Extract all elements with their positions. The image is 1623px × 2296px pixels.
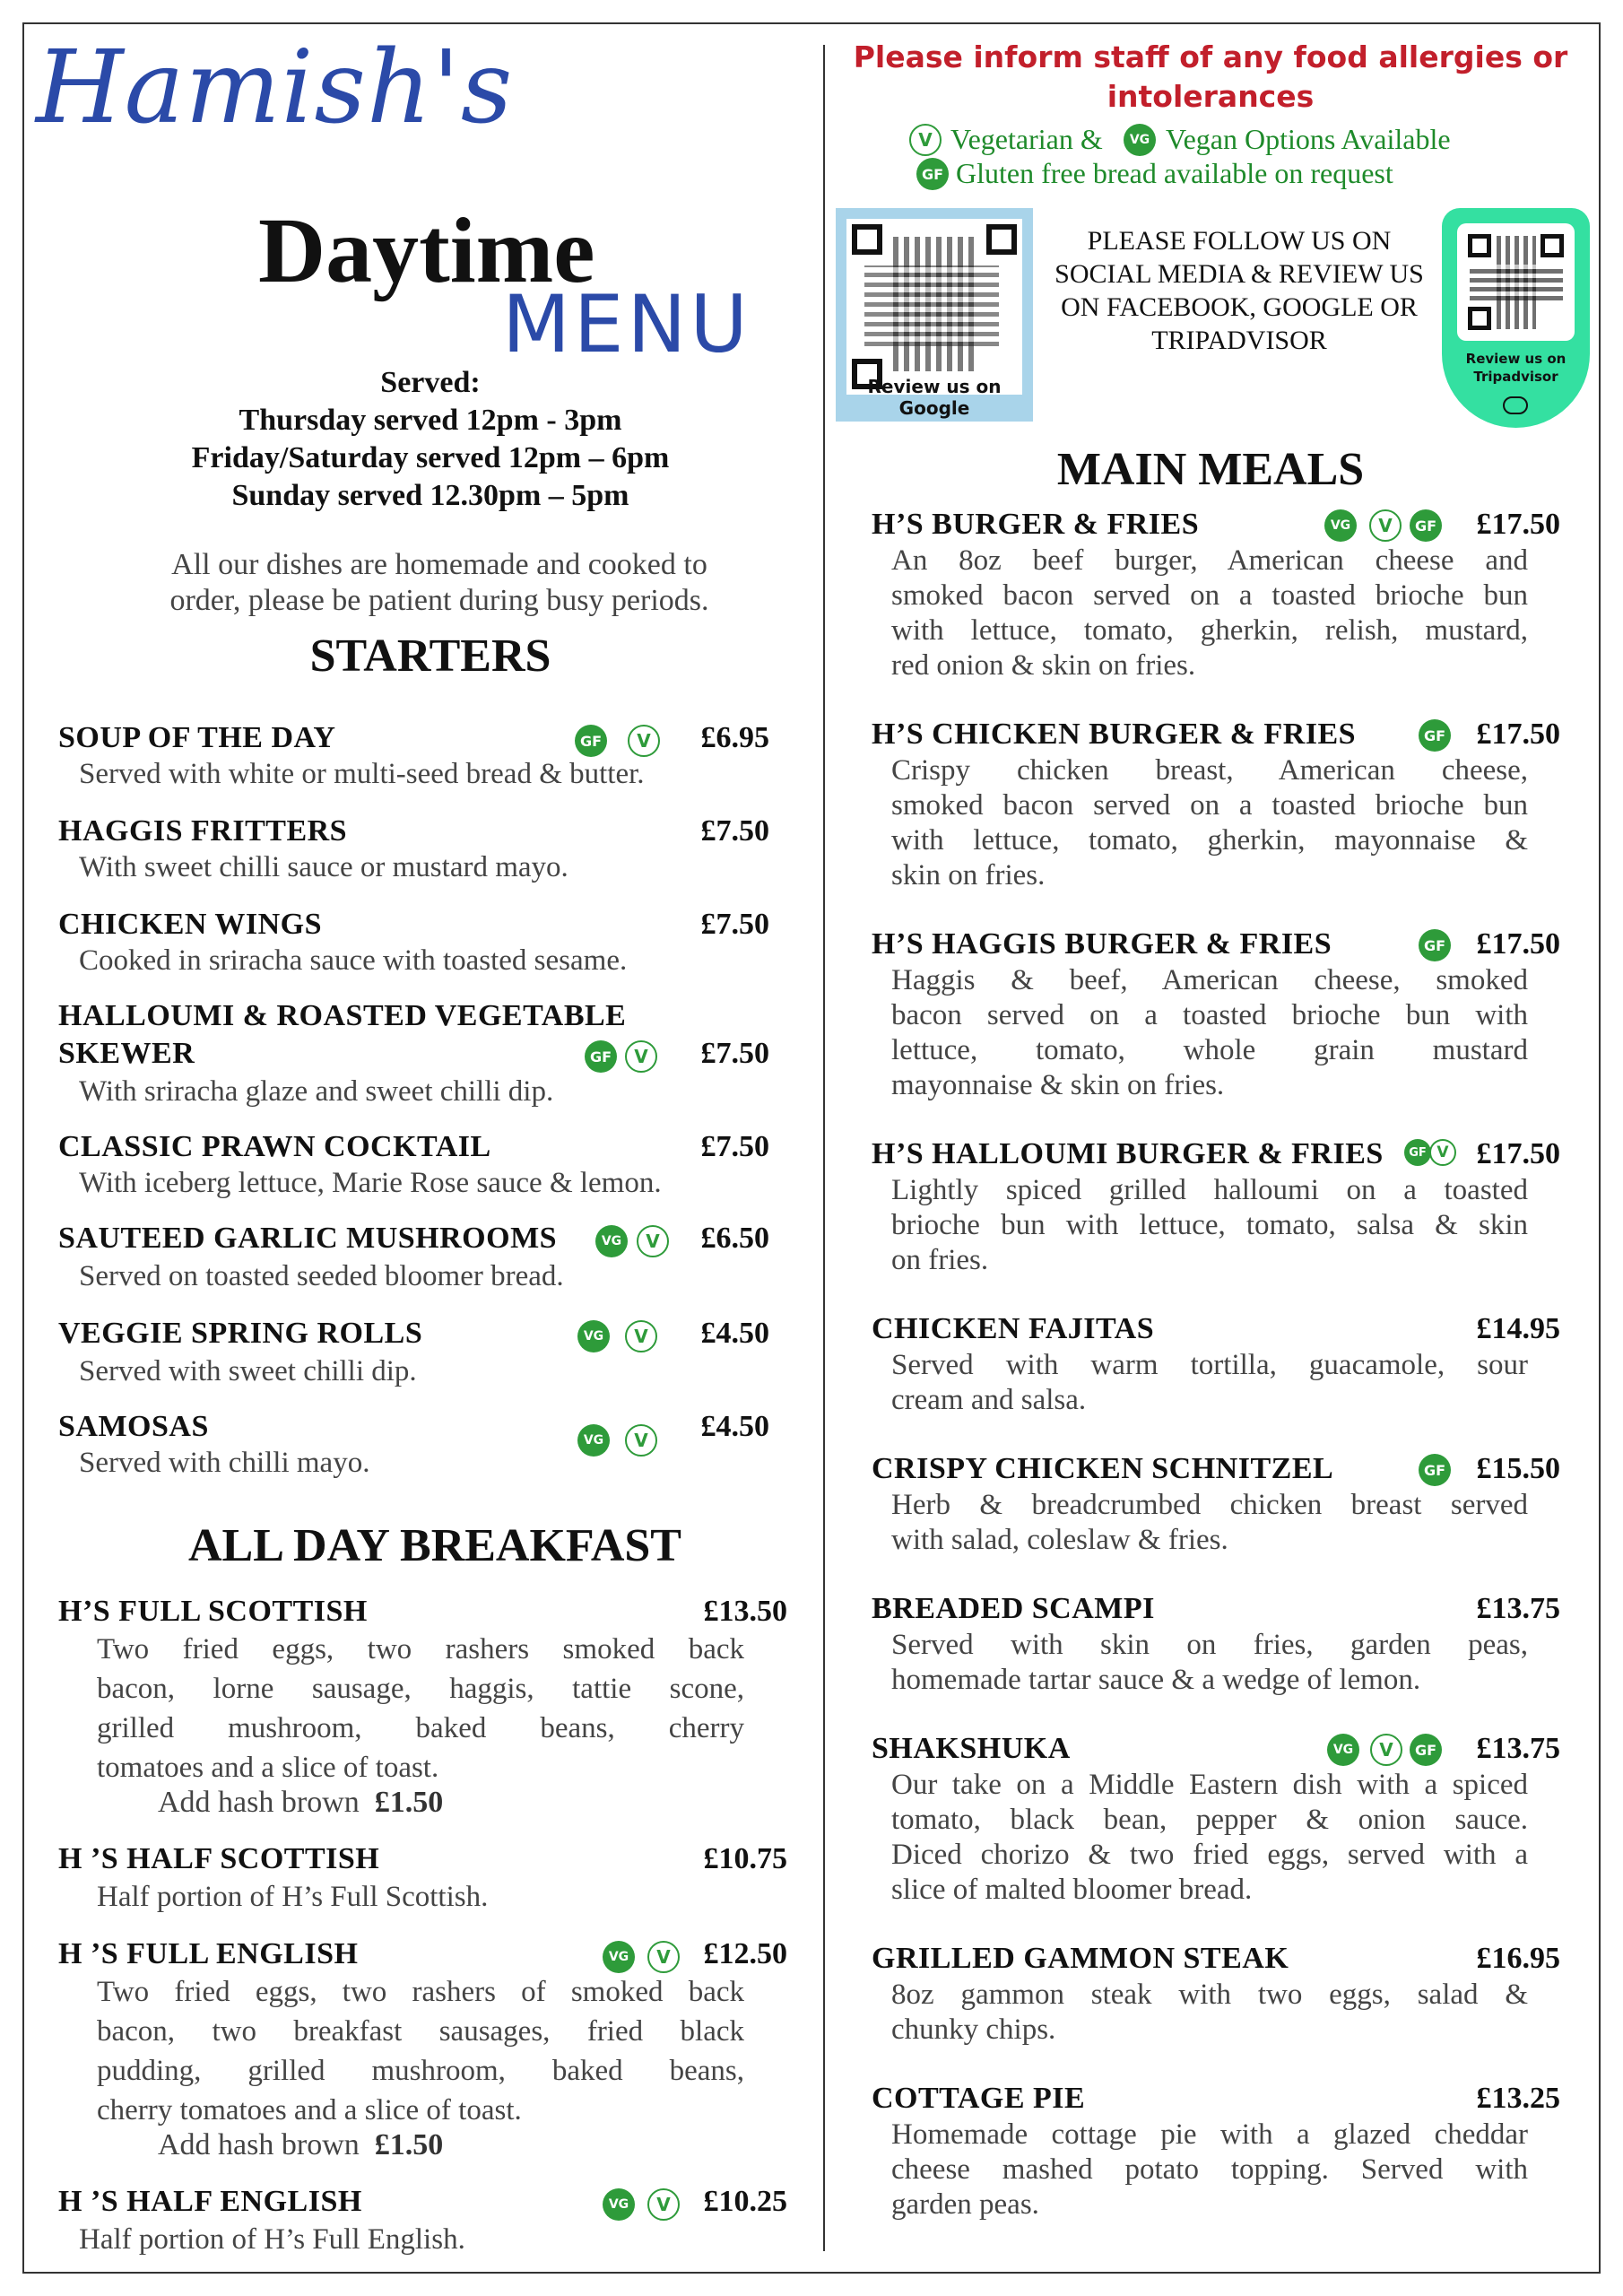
vegan-icon: VG (1327, 1734, 1359, 1766)
menu-item-name: SAMOSAS (58, 1410, 209, 1443)
menu-item-description: Herb & breadcrumbed chicken breast served with salad, coleslaw & fries. (891, 1489, 1528, 1556)
menu-item-description: Crispy chicken breast, American cheese, smoked bacon served on a toasted brioche bun with lettuce, tomato, gherkin, mayonnaise & skin on fries. (891, 754, 1528, 891)
menu-item-name: H’S HAGGIS BURGER & FRIES (872, 927, 1332, 961)
menu-item-description: With sweet chilli sauce or mustard mayo. (79, 851, 568, 883)
kitchen-note: order, please be patient during busy periods. (169, 584, 709, 617)
menu-item-price: £7.50 (700, 1037, 769, 1070)
menu-item-description: With iceberg lettuce, Marie Rose sauce & lemon. (79, 1167, 662, 1199)
menu-item-description: Two fried eggs, two rashers of smoked back bacon, two breakfast sausages, fried black pudding, grilled mushroom, baked beans, cherry tomatoes and a slice of toast. (97, 1976, 744, 2126)
menu-item-name: SAUTEED GARLIC MUSHROOMS (58, 1222, 558, 1255)
menu-item-price: £15.50 (1476, 1452, 1560, 1485)
tripadvisor-owl-icon (1503, 396, 1528, 414)
menu-item-description: Served with skin on fries, garden peas, homemade tartar sauce & a wedge of lemon. (891, 1629, 1528, 1696)
menu-item-name: GRILLED GAMMON STEAK (872, 1942, 1289, 1975)
menu-item-price: £14.95 (1476, 1312, 1560, 1345)
vegetarian-icon: V (1429, 1139, 1456, 1166)
menu-item-name: H’S BURGER & FRIES (872, 508, 1200, 541)
legend-vegetarian: Vegetarian & (950, 123, 1103, 155)
menu-item-name: COTTAGE PIE (872, 2082, 1086, 2115)
menu-item-description: Served with chilli mayo. (79, 1447, 370, 1479)
gluten-free-icon: GF (1419, 1454, 1451, 1486)
menu-item-name: BREADED SCAMPI (872, 1592, 1155, 1625)
vegan-icon: VG (603, 2188, 635, 2221)
menu-subtitle: MENU (502, 278, 751, 370)
gluten-free-icon: GF (1410, 509, 1442, 542)
menu-item-description: Homemade cottage pie with a glazed cheddar cheese mashed potato topping. Served with garden peas. (891, 2118, 1528, 2221)
allergy-notice: intolerances (1107, 79, 1315, 114)
vegetarian-icon: V (1370, 1734, 1402, 1766)
allergy-notice: Please inform staff of any food allergies or (853, 39, 1568, 74)
qr-code-icon (846, 219, 1022, 395)
kitchen-note: All our dishes are homemade and cooked to (171, 548, 707, 581)
gluten-free-icon: GF (1419, 929, 1451, 961)
section-title-breakfast: ALL DAY BREAKFAST (188, 1520, 681, 1571)
vegetarian-icon: V (628, 725, 660, 757)
vegetarian-icon: V (647, 1941, 680, 1973)
menu-item-name: H’S HALLOUMI BURGER & FRIES (872, 1137, 1384, 1170)
gluten-free-icon: GF (916, 158, 949, 190)
legend-gluten-free: Gluten free bread available on request (956, 157, 1393, 189)
menu-item-price: £13.50 (703, 1595, 787, 1628)
menu-item-price: £17.50 (1476, 1137, 1560, 1170)
vegetarian-icon: V (625, 1320, 657, 1352)
menu-item-price: £7.50 (700, 1130, 769, 1163)
menu-item-description: Served with white or multi-seed bread & butter. (79, 758, 645, 790)
menu-item-name: SHAKSHUKA (872, 1732, 1071, 1765)
menu-item-name: VEGGIE SPRING ROLLS (58, 1317, 423, 1350)
menu-item-name: CRISPY CHICKEN SCHNITZEL (872, 1452, 1334, 1485)
vegan-icon: VG (595, 1225, 628, 1257)
tripadvisor-caption: Review us on Tripadvisor (1465, 351, 1567, 385)
menu-item-description: Served on toasted seeded bloomer bread. (79, 1260, 564, 1292)
tripadvisor-review-qr[interactable] (1442, 208, 1590, 428)
menu-item-description: Our take on a Middle Eastern dish with a spiced tomato, black bean, pepper & onion sauce. Diced chorizo & two fried eggs, served with a slice of malted bloomer bread. (891, 1769, 1528, 1906)
menu-item-description: Lightly spiced grilled halloumi on a toasted brioche bun with lettuce, tomato, salsa & skin on fries. (891, 1174, 1528, 1276)
menu-item-price: £10.25 (703, 2185, 787, 2218)
menu-item-name: HAGGIS FRITTERS (58, 814, 348, 848)
add-on-line: Add hash brown £1.50 (158, 2128, 444, 2161)
menu-item-price: £17.50 (1476, 927, 1560, 961)
vegetarian-icon: V (1369, 509, 1402, 542)
vegetarian-icon: V (637, 1225, 669, 1257)
menu-item-name: H ’S HALF SCOTTISH (58, 1842, 380, 1875)
menu-item-name-line2: SKEWER (58, 1037, 195, 1070)
legend-vegan: Vegan Options Available (1166, 123, 1451, 155)
menu-item-price: £13.75 (1476, 1732, 1560, 1765)
menu-item-name: H’S CHICKEN BURGER & FRIES (872, 718, 1357, 751)
section-title-starters: STARTERS (309, 631, 551, 682)
hours-line: Thursday served 12pm - 3pm (239, 404, 622, 437)
menu-item-description: Served with warm tortilla, guacamole, sour cream and salsa. (891, 1349, 1528, 1416)
hours-line: Friday/Saturday served 12pm – 6pm (191, 441, 670, 474)
menu-item-price: £4.50 (700, 1317, 769, 1350)
menu-item-price: £17.50 (1476, 508, 1560, 541)
menu-item-price: £16.95 (1476, 1942, 1560, 1975)
menu-item-name: CLASSIC PRAWN COCKTAIL (58, 1130, 491, 1163)
menu-item-price: £7.50 (700, 814, 769, 848)
vegan-icon: VG (577, 1320, 610, 1352)
gluten-free-icon: GF (575, 725, 607, 757)
menu-item-price: £13.25 (1476, 2082, 1560, 2115)
menu-item-description: Haggis & beef, American cheese, smoked bacon served on a toasted brioche bun with lettuce, tomato, whole grain mustard mayonnaise & skin on fries. (891, 964, 1528, 1101)
menu-item-price: £10.75 (703, 1842, 787, 1875)
menu-item-price: £6.95 (700, 721, 769, 754)
menu-item-price: £17.50 (1476, 718, 1560, 751)
gluten-free-icon: GF (1410, 1734, 1442, 1766)
vegetarian-icon: V (909, 124, 942, 156)
menu-item-price: £7.50 (700, 908, 769, 941)
menu-item-price: £12.50 (703, 1937, 787, 1970)
menu-item-description: Half portion of H’s Full Scottish. (97, 1881, 489, 1913)
menu-item-price: £6.50 (700, 1222, 769, 1255)
menu-item-name: H’S FULL SCOTTISH (58, 1595, 368, 1628)
gluten-free-icon: GF (585, 1040, 617, 1073)
menu-item-description: Two fried eggs, two rashers smoked back bacon, lorne sausage, haggis, tattie scone, grilled mushroom, baked beans, cherry tomatoes and a slice of toast. (97, 1633, 744, 1784)
brand-logo: Hamish's (36, 30, 514, 146)
add-on-line: Add hash brown £1.50 (158, 1786, 444, 1819)
vegetarian-icon: V (647, 2188, 680, 2221)
page-title: Daytime (258, 199, 595, 302)
menu-item-description: 8oz gammon steak with two eggs, salad & chunky chips. (891, 1979, 1528, 2046)
menu-item-description: With sriracha glaze and sweet chilli dip. (79, 1075, 554, 1108)
qr-caption: Review us on Google (867, 376, 1002, 419)
menu-item-price: £13.75 (1476, 1592, 1560, 1625)
hours-line: Sunday served 12.30pm – 5pm (231, 479, 629, 512)
column-divider (823, 45, 825, 2251)
menu-item-name: H ’S FULL ENGLISH (58, 1937, 359, 1970)
menu-item-description: Served with sweet chilli dip. (79, 1355, 417, 1387)
vegetarian-icon: V (625, 1424, 657, 1457)
gluten-free-icon: GF (1419, 719, 1451, 752)
vegan-icon: VG (577, 1424, 610, 1457)
section-title-mains: MAIN MEALS (1056, 444, 1365, 495)
vegan-icon: VG (1124, 124, 1156, 156)
gluten-free-icon: GF (1404, 1139, 1431, 1166)
follow-us-text: PLEASE FOLLOW US ON SOCIAL MEDIA & REVIEW US ON FACEBOOK, GOOGLE OR TRIPADVISOR (1055, 226, 1424, 355)
menu-item-description: Half portion of H’s Full English. (79, 2223, 465, 2256)
menu-item-name: SOUP OF THE DAY (58, 721, 336, 754)
qr-code-icon (1457, 223, 1575, 341)
vegan-icon: VG (603, 1941, 635, 1973)
menu-item-description: Cooked in sriracha sauce with toasted sesame. (79, 944, 628, 977)
menu-item-description: An 8oz beef burger, American cheese and smoked bacon served on a toasted brioche bun with lettuce, tomato, gherkin, relish, mustard, red onion & skin on fries. (891, 544, 1528, 682)
vegetarian-icon: V (625, 1040, 657, 1073)
menu-item-name: HALLOUMI & ROASTED VEGETABLE (58, 999, 627, 1032)
google-review-qr[interactable] (836, 208, 1033, 422)
menu-item-price: £4.50 (700, 1410, 769, 1443)
mains-list (872, 508, 1560, 2222)
menu-item-name: CHICKEN FAJITAS (872, 1312, 1155, 1345)
menu-item-name: H ’S HALF ENGLISH (58, 2185, 362, 2218)
hours-heading: Served: (380, 366, 481, 399)
vegan-icon: VG (1324, 509, 1357, 542)
menu-item-name: CHICKEN WINGS (58, 908, 322, 941)
